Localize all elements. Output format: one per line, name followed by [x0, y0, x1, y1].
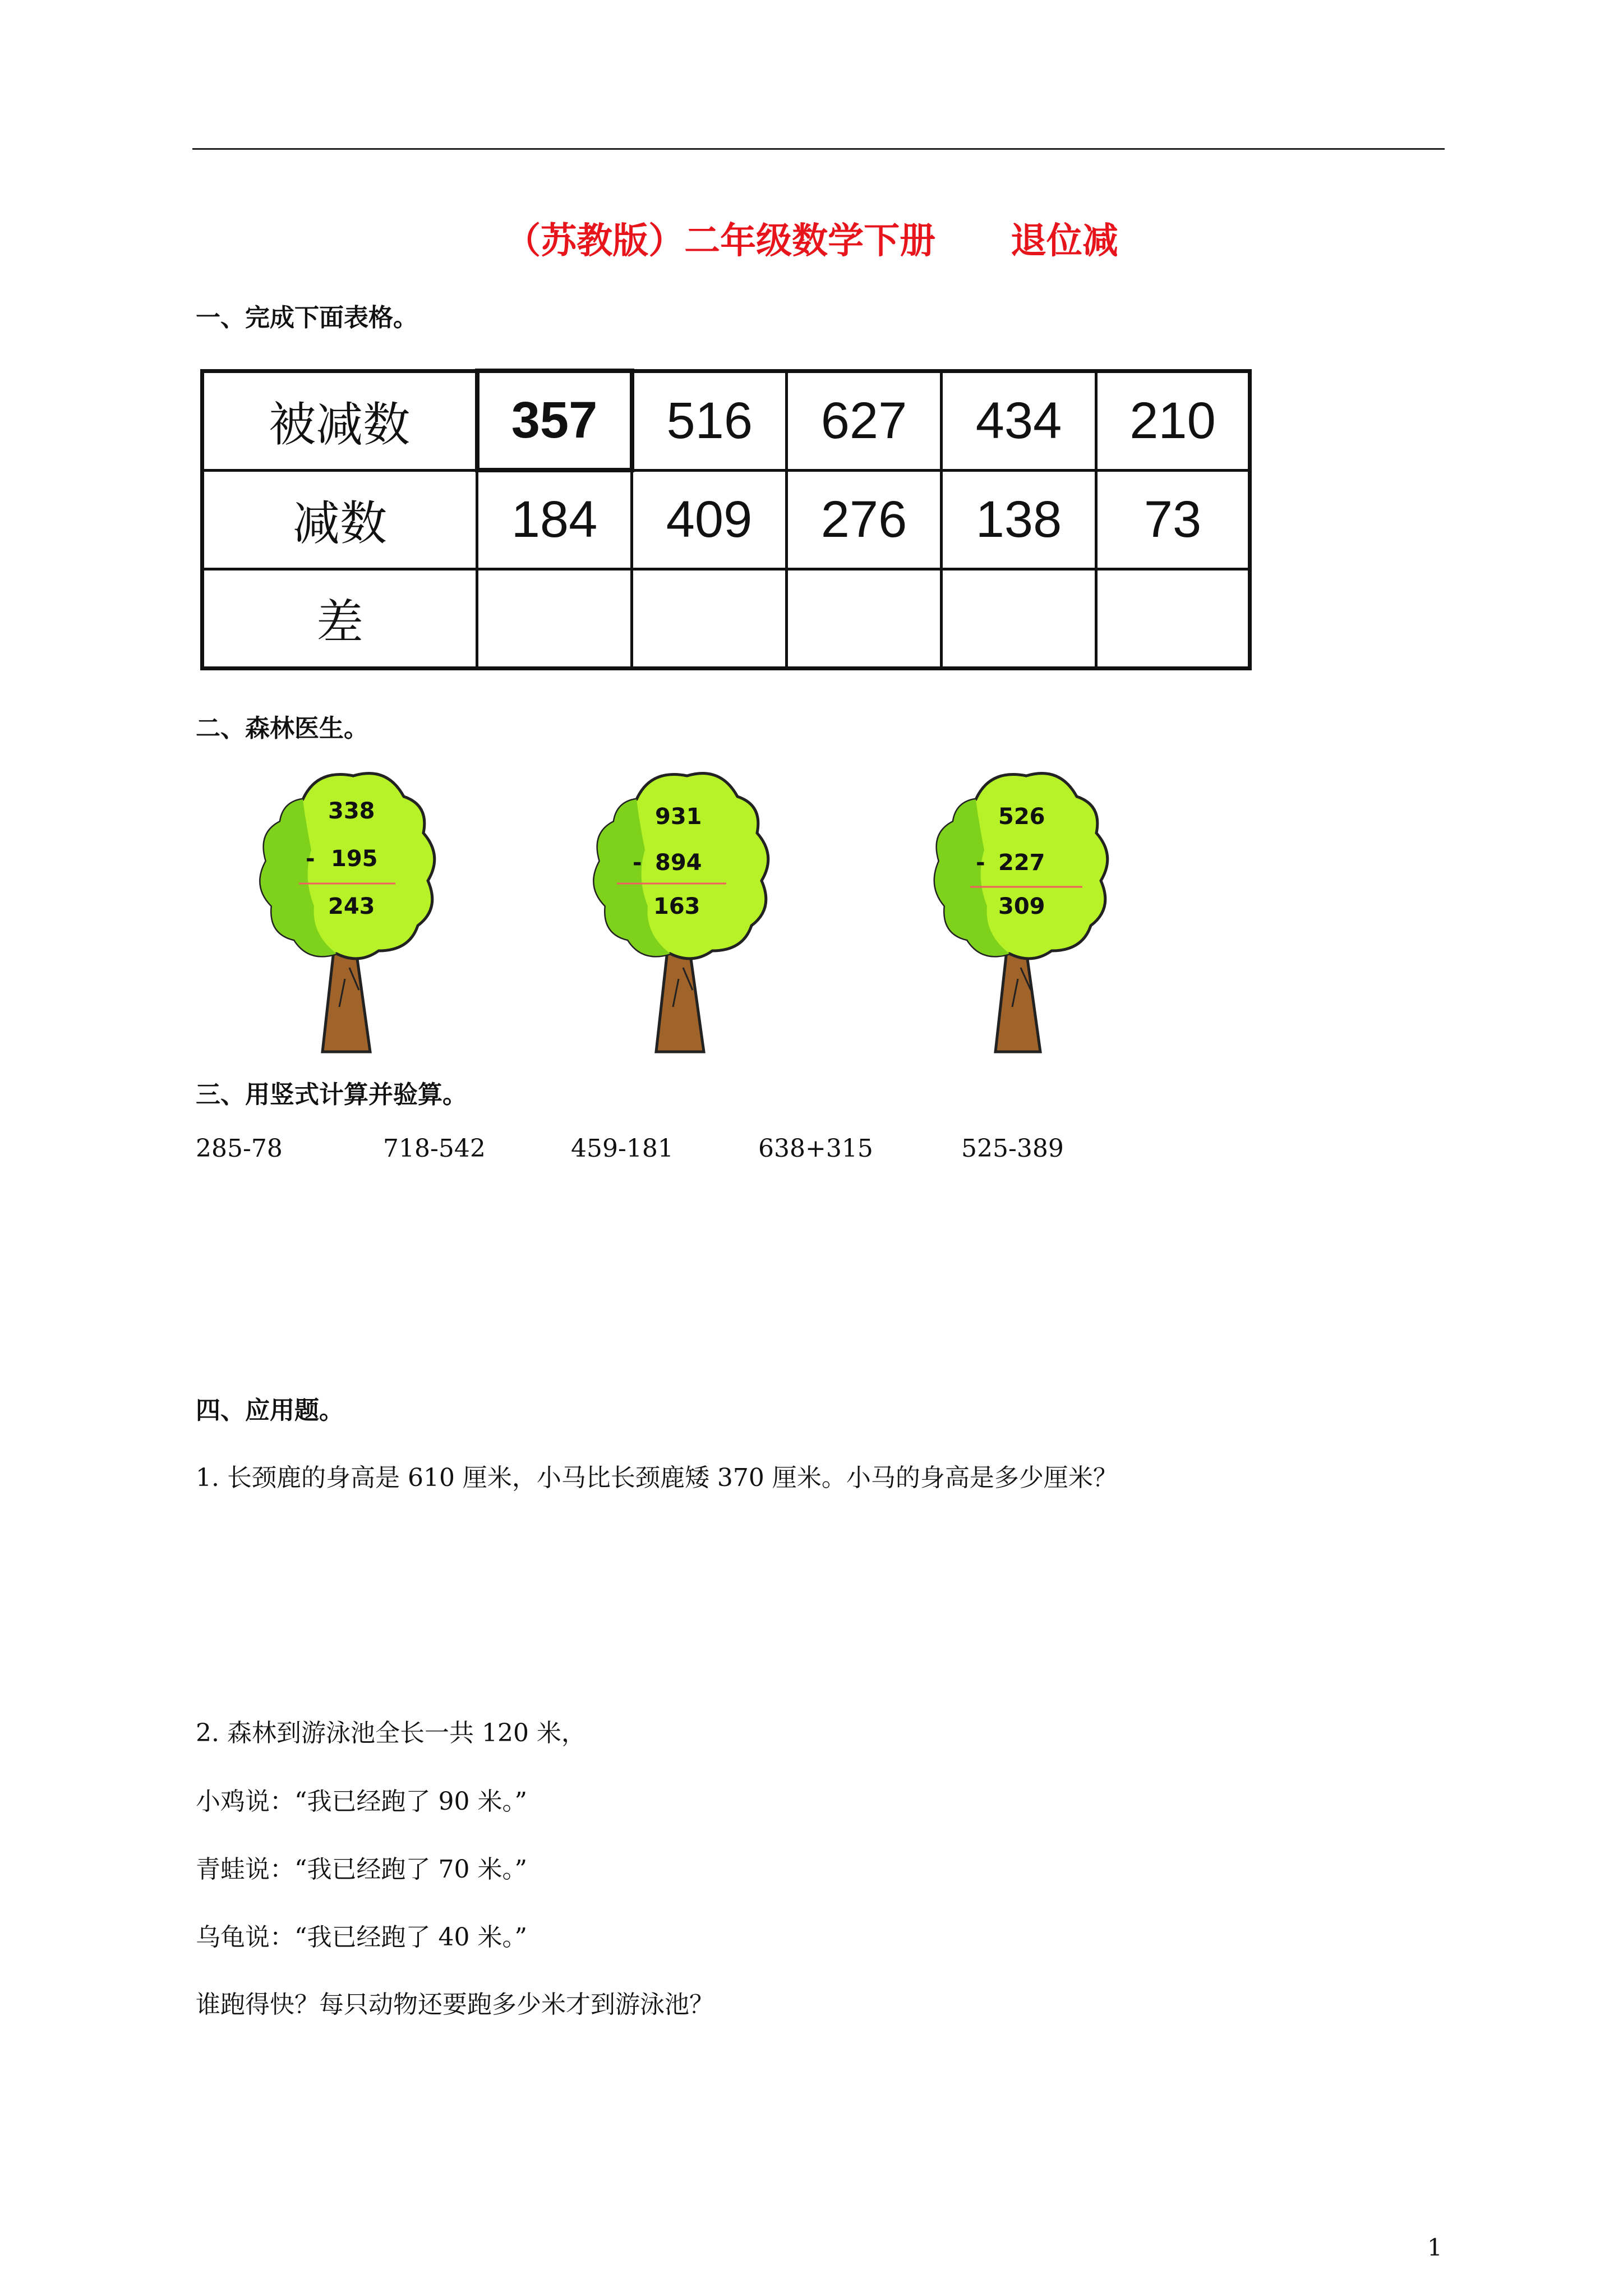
expression: 285-78 [196, 1134, 283, 1163]
minus-sign: - [976, 850, 985, 876]
table-row [202, 470, 1250, 569]
question-2-line: 乌龟说：“我已经跑了 40 米。” [196, 1923, 527, 1952]
expression: 718-542 [383, 1134, 486, 1163]
table-cell: 276 [787, 470, 942, 569]
question-1: 1. 长颈鹿的身高是 610 厘米，小马比长颈鹿矮 370 厘米。小马的身高是多少厘米？ [196, 1464, 1118, 1492]
tree-card [931, 766, 1133, 1057]
row-label: 被减数 [202, 371, 477, 470]
minus-sign: - [306, 846, 315, 872]
minus-sign: - [633, 850, 642, 876]
tree-subtrahend: 195 [331, 846, 378, 872]
expression: 525-389 [961, 1134, 1064, 1163]
question-2-line: 青蛙说：“我已经跑了 70 米。” [196, 1855, 527, 1884]
expression: 638+315 [758, 1134, 873, 1163]
tree-result: 309 [998, 894, 1045, 919]
table-cell: 138 [942, 470, 1096, 569]
section-2-heading: 二、森林医生。 [196, 714, 368, 743]
page-number: 1 [1427, 2234, 1442, 2261]
table-cell: 409 [632, 470, 787, 569]
answer-cell[interactable] [1096, 569, 1250, 668]
tree-minuend: 931 [655, 804, 702, 830]
tree-minuend: 338 [328, 798, 375, 824]
answer-cell[interactable] [477, 569, 632, 668]
page-title: （苏教版）二年级数学下册 退位减 [505, 220, 1118, 262]
expression: 459-181 [571, 1134, 674, 1163]
answer-cell[interactable] [632, 569, 787, 668]
table-cell: 357 [477, 371, 632, 470]
tree-result: 243 [328, 894, 375, 919]
table-cell: 516 [632, 371, 787, 470]
tree-subtrahend: 227 [998, 850, 1045, 876]
section-1-heading: 一、完成下面表格。 [196, 303, 418, 332]
question-2-line: 小鸡说：“我已经跑了 90 米。” [196, 1787, 527, 1816]
subtraction-table [200, 369, 1252, 670]
section-4-heading: 四、应用题。 [196, 1396, 344, 1425]
table-row [202, 569, 1250, 668]
tree-subtrahend: 894 [655, 850, 702, 876]
table-cell: 184 [477, 470, 632, 569]
table-cell: 73 [1096, 470, 1250, 569]
question-2-line: 谁跑得快？每只动物还要跑多少米才到游泳池？ [196, 1990, 714, 2019]
tree-card [250, 766, 451, 1057]
answer-cell[interactable] [787, 569, 942, 668]
table-cell: 210 [1096, 371, 1250, 470]
table-row [202, 371, 1250, 470]
question-2-line: 2. 森林到游泳池全长一共 120 米， [196, 1719, 586, 1747]
table-cell: 627 [787, 371, 942, 470]
tree-card [583, 766, 785, 1057]
table-cell: 434 [942, 371, 1096, 470]
section-3-heading: 三、用竖式计算并验算。 [196, 1080, 467, 1109]
tree-minuend: 526 [998, 804, 1045, 830]
header-rule [192, 148, 1445, 150]
answer-cell[interactable] [942, 569, 1096, 668]
row-label: 差 [202, 569, 477, 668]
row-label: 减数 [202, 470, 477, 569]
tree-result: 163 [653, 894, 700, 919]
